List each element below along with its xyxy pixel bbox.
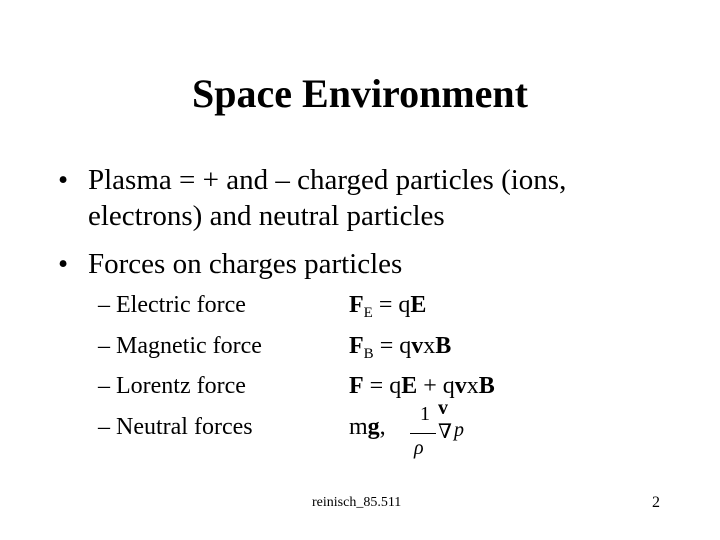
frac-denominator: ρ bbox=[414, 437, 424, 459]
eq-eq: = q bbox=[363, 373, 402, 399]
slide-title: Space Environment bbox=[192, 71, 528, 116]
eq-v: v bbox=[454, 373, 467, 399]
subitem-electric: – Electric force bbox=[98, 292, 246, 318]
eq-g: g bbox=[367, 414, 380, 440]
equation-magnetic bbox=[349, 333, 451, 363]
pressure-gradient-formula bbox=[408, 397, 464, 463]
eq-x: x bbox=[466, 373, 479, 399]
eq-B: B bbox=[478, 373, 495, 399]
eq-sub-B: B bbox=[363, 346, 374, 362]
eq-plus: + q bbox=[417, 373, 455, 399]
eq-m: m bbox=[349, 414, 368, 440]
equation-neutral bbox=[349, 414, 386, 441]
slide-footer: reinisch_85.511 bbox=[312, 495, 402, 510]
page-number: 2 bbox=[652, 494, 660, 511]
eq-x: x bbox=[423, 333, 436, 359]
frac-numerator: 1 bbox=[420, 403, 430, 425]
subitem-lorentz: – Lorentz force bbox=[98, 373, 246, 399]
eq-v: v bbox=[411, 333, 424, 359]
bullet-icon: • bbox=[58, 164, 69, 196]
eq-E: E bbox=[410, 292, 427, 318]
bullet-plasma-line1: Plasma = + and – charged particles (ions, bbox=[88, 164, 567, 196]
bullet-plasma-line2: electrons) and neutral particles bbox=[88, 200, 445, 232]
equation-lorentz bbox=[349, 373, 495, 400]
subitem-neutral: – Neutral forces bbox=[98, 414, 253, 440]
eq-rhs: = q bbox=[373, 333, 412, 359]
eq-rhs: = q bbox=[372, 292, 411, 318]
eq-F: F bbox=[349, 292, 364, 318]
eq-F: F bbox=[349, 333, 364, 359]
equation-electric bbox=[349, 292, 426, 322]
eq-p: p bbox=[454, 419, 464, 441]
bullet-icon: • bbox=[58, 248, 69, 280]
subitem-magnetic: – Magnetic force bbox=[98, 333, 262, 359]
overlay-v: v bbox=[438, 397, 448, 419]
fraction-bar bbox=[410, 433, 436, 434]
eq-sub-E: E bbox=[363, 305, 373, 321]
nabla-icon: ∇ bbox=[438, 421, 452, 443]
bullet-forces-line: Forces on charges particles bbox=[88, 248, 403, 280]
eq-F: F bbox=[349, 373, 364, 399]
eq-E: E bbox=[401, 373, 418, 399]
eq-comma: , bbox=[379, 414, 386, 440]
eq-B: B bbox=[435, 333, 452, 359]
